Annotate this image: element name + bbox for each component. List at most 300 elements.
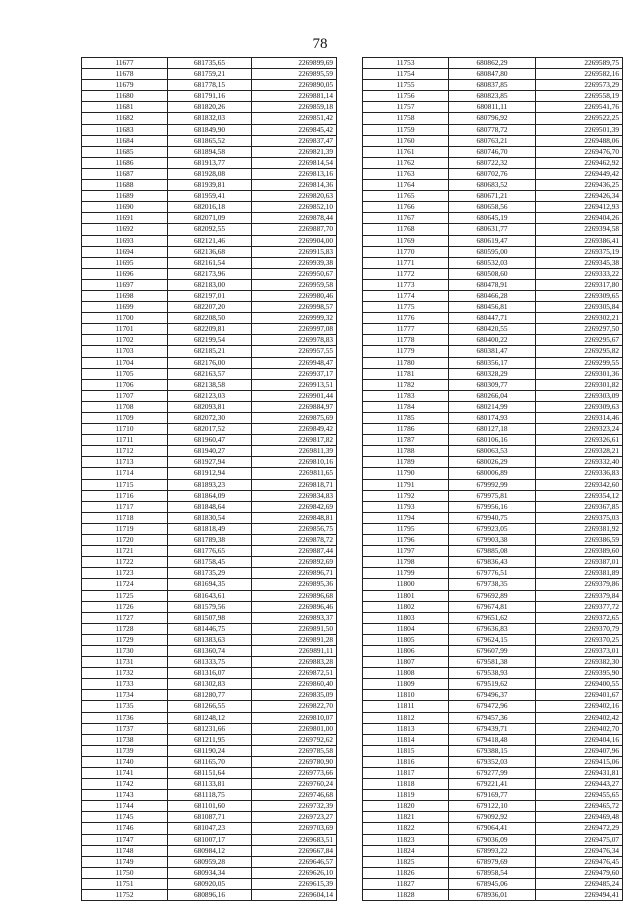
x-coordinate-cell: 682163,57 bbox=[168, 368, 252, 379]
point-number-cell: 11714 bbox=[82, 468, 168, 479]
y-coordinate-cell: 2269402,70 bbox=[536, 723, 623, 734]
y-coordinate-cell: 2269323,24 bbox=[536, 424, 623, 435]
point-number-cell: 11768 bbox=[363, 224, 449, 235]
y-coordinate-cell: 2269387,01 bbox=[536, 557, 623, 568]
y-coordinate-cell: 2269558,19 bbox=[536, 91, 623, 102]
table-row bbox=[363, 69, 623, 80]
y-coordinate-cell: 2269848,81 bbox=[252, 512, 337, 523]
x-coordinate-cell: 681778,15 bbox=[168, 80, 252, 91]
y-coordinate-cell: 2269345,38 bbox=[536, 257, 623, 268]
point-number-cell: 11753 bbox=[363, 58, 449, 69]
y-coordinate-cell: 2269332,40 bbox=[536, 457, 623, 468]
point-number-cell: 11733 bbox=[82, 679, 168, 690]
table-row bbox=[363, 302, 623, 313]
table-row bbox=[363, 568, 623, 579]
y-coordinate-cell: 2269436,25 bbox=[536, 180, 623, 191]
table-row bbox=[363, 213, 623, 224]
y-coordinate-cell: 2269472,29 bbox=[536, 823, 623, 834]
y-coordinate-cell: 2269884,97 bbox=[252, 401, 337, 412]
point-number-cell: 11707 bbox=[82, 390, 168, 401]
x-coordinate-cell: 678993,22 bbox=[449, 845, 536, 856]
x-coordinate-cell: 681759,21 bbox=[168, 69, 252, 80]
y-coordinate-cell: 2269891,11 bbox=[252, 645, 337, 656]
point-number-cell: 11751 bbox=[82, 878, 168, 889]
y-coordinate-cell: 2269455,65 bbox=[536, 790, 623, 801]
point-number-cell: 11741 bbox=[82, 768, 168, 779]
y-coordinate-cell: 2269479,60 bbox=[536, 867, 623, 878]
y-coordinate-cell: 2269389,60 bbox=[536, 546, 623, 557]
point-number-cell: 11713 bbox=[82, 457, 168, 468]
point-number-cell: 11744 bbox=[82, 801, 168, 812]
y-coordinate-cell: 2269896,68 bbox=[252, 590, 337, 601]
x-coordinate-cell: 679624,15 bbox=[449, 634, 536, 645]
x-coordinate-cell: 680631,77 bbox=[449, 224, 536, 235]
y-coordinate-cell: 2269901,44 bbox=[252, 390, 337, 401]
table-row bbox=[363, 723, 623, 734]
point-number-cell: 11688 bbox=[82, 180, 168, 191]
point-number-cell: 11710 bbox=[82, 424, 168, 435]
point-number-cell: 11759 bbox=[363, 124, 449, 135]
point-number-cell: 11727 bbox=[82, 612, 168, 623]
table-row bbox=[82, 357, 337, 368]
table-row bbox=[363, 279, 623, 290]
x-coordinate-cell: 679472,96 bbox=[449, 701, 536, 712]
x-coordinate-cell: 680174,93 bbox=[449, 413, 536, 424]
x-coordinate-cell: 679277,99 bbox=[449, 768, 536, 779]
y-coordinate-cell: 2269626,10 bbox=[252, 867, 337, 878]
x-coordinate-cell: 681735,29 bbox=[168, 568, 252, 579]
x-coordinate-cell: 682197,01 bbox=[168, 290, 252, 301]
point-number-cell: 11689 bbox=[82, 191, 168, 202]
x-coordinate-cell: 681848,64 bbox=[168, 501, 252, 512]
y-coordinate-cell: 2269845,42 bbox=[252, 124, 337, 135]
y-coordinate-cell: 2269415,06 bbox=[536, 756, 623, 767]
x-coordinate-cell: 679956,16 bbox=[449, 501, 536, 512]
table-row bbox=[363, 645, 623, 656]
x-coordinate-cell: 680266,04 bbox=[449, 390, 536, 401]
y-coordinate-cell: 2269915,83 bbox=[252, 246, 337, 257]
table-row bbox=[82, 257, 337, 268]
x-coordinate-cell: 680309,77 bbox=[449, 379, 536, 390]
point-number-cell: 11734 bbox=[82, 690, 168, 701]
x-coordinate-cell: 681694,35 bbox=[168, 579, 252, 590]
point-number-cell: 11797 bbox=[363, 546, 449, 557]
y-coordinate-cell: 2269785,58 bbox=[252, 745, 337, 756]
point-number-cell: 11725 bbox=[82, 590, 168, 601]
point-number-cell: 11793 bbox=[363, 501, 449, 512]
x-coordinate-cell: 679607,99 bbox=[449, 645, 536, 656]
y-coordinate-cell: 2269326,61 bbox=[536, 435, 623, 446]
table-row bbox=[82, 124, 337, 135]
y-coordinate-cell: 2269810,07 bbox=[252, 712, 337, 723]
x-coordinate-cell: 679651,62 bbox=[449, 612, 536, 623]
table-row bbox=[82, 368, 337, 379]
x-coordinate-cell: 682123,03 bbox=[168, 390, 252, 401]
y-coordinate-cell: 2269370,79 bbox=[536, 623, 623, 634]
point-number-cell: 11729 bbox=[82, 634, 168, 645]
y-coordinate-cell: 2269822,70 bbox=[252, 701, 337, 712]
table-row bbox=[363, 91, 623, 102]
table-row bbox=[82, 146, 337, 157]
x-coordinate-cell: 682093,81 bbox=[168, 401, 252, 412]
y-coordinate-cell: 2269997,08 bbox=[252, 324, 337, 335]
x-coordinate-cell: 680595,00 bbox=[449, 246, 536, 257]
y-coordinate-cell: 2269998,57 bbox=[252, 302, 337, 313]
x-coordinate-cell: 681940,27 bbox=[168, 446, 252, 457]
point-number-cell: 11695 bbox=[82, 257, 168, 268]
point-number-cell: 11762 bbox=[363, 157, 449, 168]
y-coordinate-cell: 2269646,57 bbox=[252, 856, 337, 867]
table-row bbox=[82, 535, 337, 546]
point-number-cell: 11738 bbox=[82, 734, 168, 745]
x-coordinate-cell: 680811,11 bbox=[449, 102, 536, 113]
table-row bbox=[82, 435, 337, 446]
table-row bbox=[363, 867, 623, 878]
y-coordinate-cell: 2269899,69 bbox=[252, 58, 337, 69]
y-coordinate-cell: 2269950,67 bbox=[252, 268, 337, 279]
table-row bbox=[82, 224, 337, 235]
y-coordinate-cell: 2269835,09 bbox=[252, 690, 337, 701]
point-number-cell: 11720 bbox=[82, 535, 168, 546]
table-row bbox=[82, 801, 337, 812]
y-coordinate-cell: 2269849,42 bbox=[252, 424, 337, 435]
y-coordinate-cell: 2269780,90 bbox=[252, 756, 337, 767]
point-number-cell: 11728 bbox=[82, 623, 168, 634]
table-row bbox=[82, 401, 337, 412]
point-number-cell: 11708 bbox=[82, 401, 168, 412]
x-coordinate-cell: 682071,09 bbox=[168, 213, 252, 224]
y-coordinate-cell: 2269328,21 bbox=[536, 446, 623, 457]
x-coordinate-cell: 681047,23 bbox=[168, 823, 252, 834]
table-row bbox=[82, 745, 337, 756]
x-coordinate-cell: 680778,72 bbox=[449, 124, 536, 135]
point-number-cell: 11810 bbox=[363, 690, 449, 701]
table-row bbox=[363, 390, 623, 401]
x-coordinate-cell: 679036,09 bbox=[449, 834, 536, 845]
x-coordinate-cell: 680400,22 bbox=[449, 335, 536, 346]
x-coordinate-cell: 680447,71 bbox=[449, 313, 536, 324]
table-row bbox=[363, 346, 623, 357]
point-number-cell: 11800 bbox=[363, 579, 449, 590]
table-row bbox=[363, 512, 623, 523]
point-number-cell: 11719 bbox=[82, 523, 168, 534]
table-row bbox=[82, 102, 337, 113]
x-coordinate-cell: 679352,03 bbox=[449, 756, 536, 767]
point-number-cell: 11767 bbox=[363, 213, 449, 224]
x-coordinate-cell: 679776,51 bbox=[449, 568, 536, 579]
y-coordinate-cell: 2269367,85 bbox=[536, 501, 623, 512]
x-coordinate-cell: 680763,21 bbox=[449, 135, 536, 146]
point-number-cell: 11809 bbox=[363, 679, 449, 690]
x-coordinate-cell: 682183,00 bbox=[168, 279, 252, 290]
table-row bbox=[363, 435, 623, 446]
point-number-cell: 11698 bbox=[82, 290, 168, 301]
table-row bbox=[363, 290, 623, 301]
x-coordinate-cell: 681446,75 bbox=[168, 623, 252, 634]
point-number-cell: 11817 bbox=[363, 768, 449, 779]
y-coordinate-cell: 2269851,42 bbox=[252, 113, 337, 124]
y-coordinate-cell: 2269333,22 bbox=[536, 268, 623, 279]
point-number-cell: 11782 bbox=[363, 379, 449, 390]
table-row bbox=[82, 601, 337, 612]
point-number-cell: 11775 bbox=[363, 302, 449, 313]
table-row bbox=[82, 235, 337, 246]
x-coordinate-cell: 679885,08 bbox=[449, 546, 536, 557]
y-coordinate-cell: 2269978,83 bbox=[252, 335, 337, 346]
table-row bbox=[363, 313, 623, 324]
x-coordinate-cell: 679169,77 bbox=[449, 790, 536, 801]
x-coordinate-cell: 681832,03 bbox=[168, 113, 252, 124]
point-number-cell: 11781 bbox=[363, 368, 449, 379]
point-number-cell: 11739 bbox=[82, 745, 168, 756]
point-number-cell: 11678 bbox=[82, 69, 168, 80]
y-coordinate-cell: 2269381,92 bbox=[536, 523, 623, 534]
y-coordinate-cell: 2269878,44 bbox=[252, 213, 337, 224]
table-row bbox=[363, 401, 623, 412]
table-row bbox=[363, 679, 623, 690]
point-number-cell: 11801 bbox=[363, 590, 449, 601]
y-coordinate-cell: 2269431,81 bbox=[536, 768, 623, 779]
x-coordinate-cell: 679581,38 bbox=[449, 657, 536, 668]
y-coordinate-cell: 2269813,16 bbox=[252, 168, 337, 179]
y-coordinate-cell: 2269959,58 bbox=[252, 279, 337, 290]
x-coordinate-cell: 679092,92 bbox=[449, 812, 536, 823]
x-coordinate-cell: 680683,52 bbox=[449, 180, 536, 191]
point-number-cell: 11718 bbox=[82, 512, 168, 523]
x-coordinate-cell: 681818,49 bbox=[168, 523, 252, 534]
x-coordinate-cell: 680671,21 bbox=[449, 191, 536, 202]
y-coordinate-cell: 2269449,42 bbox=[536, 168, 623, 179]
table-row bbox=[82, 180, 337, 191]
point-number-cell: 11760 bbox=[363, 135, 449, 146]
table-row bbox=[363, 756, 623, 767]
point-number-cell: 11742 bbox=[82, 779, 168, 790]
y-coordinate-cell: 2269937,17 bbox=[252, 368, 337, 379]
point-number-cell: 11722 bbox=[82, 557, 168, 568]
point-number-cell: 11736 bbox=[82, 712, 168, 723]
point-number-cell: 11823 bbox=[363, 834, 449, 845]
y-coordinate-cell: 2269485,24 bbox=[536, 878, 623, 889]
point-number-cell: 11749 bbox=[82, 856, 168, 867]
y-coordinate-cell: 2269522,25 bbox=[536, 113, 623, 124]
table-row bbox=[82, 168, 337, 179]
point-number-cell: 11825 bbox=[363, 856, 449, 867]
y-coordinate-cell: 2269443,27 bbox=[536, 779, 623, 790]
x-coordinate-cell: 679439,71 bbox=[449, 723, 536, 734]
y-coordinate-cell: 2269301,36 bbox=[536, 368, 623, 379]
point-number-cell: 11681 bbox=[82, 102, 168, 113]
x-coordinate-cell: 681789,38 bbox=[168, 535, 252, 546]
table-row bbox=[82, 490, 337, 501]
point-number-cell: 11805 bbox=[363, 634, 449, 645]
table-row bbox=[363, 124, 623, 135]
x-coordinate-cell: 681316,07 bbox=[168, 668, 252, 679]
table-row bbox=[363, 790, 623, 801]
table-row bbox=[82, 679, 337, 690]
y-coordinate-cell: 2269342,60 bbox=[536, 479, 623, 490]
y-coordinate-cell: 2269373,01 bbox=[536, 645, 623, 656]
point-number-cell: 11784 bbox=[363, 401, 449, 412]
y-coordinate-cell: 2269891,28 bbox=[252, 634, 337, 645]
table-row bbox=[82, 512, 337, 523]
table-row bbox=[82, 324, 337, 335]
x-coordinate-cell: 679975,81 bbox=[449, 490, 536, 501]
table-row bbox=[82, 856, 337, 867]
y-coordinate-cell: 2269892,69 bbox=[252, 557, 337, 568]
y-coordinate-cell: 2269746,68 bbox=[252, 790, 337, 801]
y-coordinate-cell: 2269814,54 bbox=[252, 157, 337, 168]
x-coordinate-cell: 681302,83 bbox=[168, 679, 252, 690]
table-row bbox=[363, 246, 623, 257]
point-number-cell: 11723 bbox=[82, 568, 168, 579]
x-coordinate-cell: 679496,37 bbox=[449, 690, 536, 701]
y-coordinate-cell: 2269814,36 bbox=[252, 180, 337, 191]
y-coordinate-cell: 2269309,63 bbox=[536, 401, 623, 412]
x-coordinate-cell: 681865,52 bbox=[168, 135, 252, 146]
y-coordinate-cell: 2269883,28 bbox=[252, 657, 337, 668]
table-row bbox=[82, 790, 337, 801]
table-row bbox=[363, 446, 623, 457]
point-number-cell: 11820 bbox=[363, 801, 449, 812]
y-coordinate-cell: 2269818,71 bbox=[252, 479, 337, 490]
point-number-cell: 11803 bbox=[363, 612, 449, 623]
y-coordinate-cell: 2269860,40 bbox=[252, 679, 337, 690]
point-number-cell: 11773 bbox=[363, 279, 449, 290]
point-number-cell: 11747 bbox=[82, 834, 168, 845]
y-coordinate-cell: 2269904,00 bbox=[252, 235, 337, 246]
x-coordinate-cell: 680466,28 bbox=[449, 290, 536, 301]
x-coordinate-cell: 680702,76 bbox=[449, 168, 536, 179]
table-row bbox=[82, 546, 337, 557]
table-row bbox=[363, 856, 623, 867]
point-number-cell: 11732 bbox=[82, 668, 168, 679]
point-number-cell: 11724 bbox=[82, 579, 168, 590]
point-number-cell: 11745 bbox=[82, 812, 168, 823]
y-coordinate-cell: 2269465,72 bbox=[536, 801, 623, 812]
point-number-cell: 11746 bbox=[82, 823, 168, 834]
y-coordinate-cell: 2269811,39 bbox=[252, 446, 337, 457]
y-coordinate-cell: 2269842,69 bbox=[252, 501, 337, 512]
y-coordinate-cell: 2269317,80 bbox=[536, 279, 623, 290]
x-coordinate-cell: 682121,46 bbox=[168, 235, 252, 246]
table-row bbox=[363, 335, 623, 346]
y-coordinate-cell: 2269817,82 bbox=[252, 435, 337, 446]
y-coordinate-cell: 2269336,83 bbox=[536, 468, 623, 479]
x-coordinate-cell: 680508,60 bbox=[449, 268, 536, 279]
y-coordinate-cell: 2269895,59 bbox=[252, 69, 337, 80]
table-row bbox=[82, 468, 337, 479]
table-row bbox=[363, 490, 623, 501]
y-coordinate-cell: 2269476,34 bbox=[536, 845, 623, 856]
point-number-cell: 11748 bbox=[82, 845, 168, 856]
y-coordinate-cell: 2269801,00 bbox=[252, 723, 337, 734]
y-coordinate-cell: 2269852,10 bbox=[252, 202, 337, 213]
point-number-cell: 11827 bbox=[363, 878, 449, 889]
x-coordinate-cell: 680722,32 bbox=[449, 157, 536, 168]
y-coordinate-cell: 2269379,86 bbox=[536, 579, 623, 590]
x-coordinate-cell: 679923,05 bbox=[449, 523, 536, 534]
x-coordinate-cell: 682185,21 bbox=[168, 346, 252, 357]
point-number-cell: 11709 bbox=[82, 413, 168, 424]
point-number-cell: 11814 bbox=[363, 734, 449, 745]
y-coordinate-cell: 2269354,12 bbox=[536, 490, 623, 501]
x-coordinate-cell: 679388,15 bbox=[449, 745, 536, 756]
table-row bbox=[82, 890, 337, 901]
y-coordinate-cell: 2269875,69 bbox=[252, 413, 337, 424]
x-coordinate-cell: 680847,80 bbox=[449, 69, 536, 80]
table-row bbox=[363, 257, 623, 268]
y-coordinate-cell: 2269703,69 bbox=[252, 823, 337, 834]
y-coordinate-cell: 2269372,65 bbox=[536, 612, 623, 623]
x-coordinate-cell: 679940,75 bbox=[449, 512, 536, 523]
point-number-cell: 11769 bbox=[363, 235, 449, 246]
x-coordinate-cell: 681643,61 bbox=[168, 590, 252, 601]
x-coordinate-cell: 681820,26 bbox=[168, 102, 252, 113]
y-coordinate-cell: 2269939,38 bbox=[252, 257, 337, 268]
table-row bbox=[82, 113, 337, 124]
point-number-cell: 11763 bbox=[363, 168, 449, 179]
x-coordinate-cell: 681758,45 bbox=[168, 557, 252, 568]
table-row bbox=[82, 523, 337, 534]
point-number-cell: 11787 bbox=[363, 435, 449, 446]
x-coordinate-cell: 680026,29 bbox=[449, 457, 536, 468]
table-row bbox=[363, 113, 623, 124]
x-coordinate-cell: 682138,58 bbox=[168, 379, 252, 390]
x-coordinate-cell: 681151,64 bbox=[168, 768, 252, 779]
table-row bbox=[363, 612, 623, 623]
point-number-cell: 11774 bbox=[363, 290, 449, 301]
table-row bbox=[82, 479, 337, 490]
coordinates-table-left bbox=[81, 57, 337, 901]
x-coordinate-cell: 679636,83 bbox=[449, 623, 536, 634]
y-coordinate-cell: 2269887,44 bbox=[252, 546, 337, 557]
table-row bbox=[363, 180, 623, 191]
x-coordinate-cell: 680823,85 bbox=[449, 91, 536, 102]
x-coordinate-cell: 679738,35 bbox=[449, 579, 536, 590]
table-row bbox=[82, 557, 337, 568]
table-row bbox=[82, 246, 337, 257]
table-row bbox=[363, 368, 623, 379]
table-row bbox=[82, 268, 337, 279]
point-number-cell: 11761 bbox=[363, 146, 449, 157]
y-coordinate-cell: 2269386,41 bbox=[536, 235, 623, 246]
table-row bbox=[363, 812, 623, 823]
point-number-cell: 11796 bbox=[363, 535, 449, 546]
point-number-cell: 11813 bbox=[363, 723, 449, 734]
y-coordinate-cell: 2269375,19 bbox=[536, 246, 623, 257]
table-row bbox=[82, 568, 337, 579]
point-number-cell: 11737 bbox=[82, 723, 168, 734]
table-row bbox=[82, 335, 337, 346]
x-coordinate-cell: 682208,50 bbox=[168, 313, 252, 324]
y-coordinate-cell: 2269980,46 bbox=[252, 290, 337, 301]
y-coordinate-cell: 2269309,65 bbox=[536, 290, 623, 301]
y-coordinate-cell: 2269999,32 bbox=[252, 313, 337, 324]
y-coordinate-cell: 2269295,67 bbox=[536, 335, 623, 346]
table-row bbox=[82, 779, 337, 790]
point-number-cell: 11730 bbox=[82, 645, 168, 656]
point-number-cell: 11794 bbox=[363, 512, 449, 523]
coordinates-table-right bbox=[362, 57, 623, 901]
x-coordinate-cell: 680796,92 bbox=[449, 113, 536, 124]
y-coordinate-cell: 2269573,29 bbox=[536, 80, 623, 91]
point-number-cell: 11785 bbox=[363, 413, 449, 424]
table-row bbox=[363, 468, 623, 479]
x-coordinate-cell: 682136,68 bbox=[168, 246, 252, 257]
y-coordinate-cell: 2269604,14 bbox=[252, 890, 337, 901]
point-number-cell: 11799 bbox=[363, 568, 449, 579]
x-coordinate-cell: 681266,55 bbox=[168, 701, 252, 712]
